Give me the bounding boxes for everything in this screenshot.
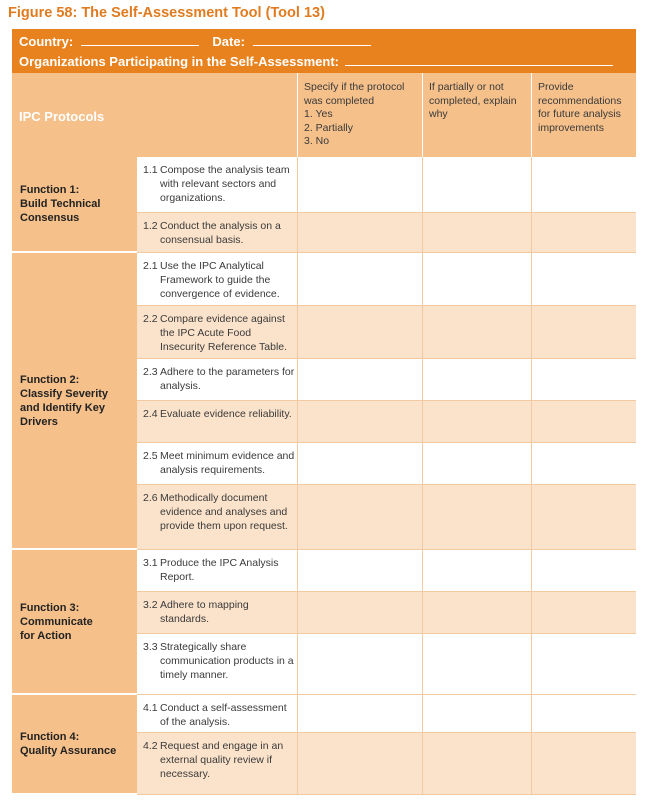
recommend-answer-cell[interactable] [532, 695, 636, 732]
completed-answer-cell[interactable] [298, 634, 422, 694]
protocol-number: 3.1 [143, 557, 158, 569]
protocol-text [143, 407, 298, 421]
protocol-row [137, 213, 636, 253]
recommend-answer-cell[interactable] [532, 485, 636, 549]
completed-answer-cell[interactable] [298, 359, 422, 400]
protocol-row [137, 401, 636, 443]
date-label: Date: [212, 34, 245, 49]
protocol-description: Adhere to mapping standards. [160, 599, 249, 625]
recommend-answer-cell[interactable] [532, 550, 636, 591]
protocol-row [137, 306, 636, 359]
completed-answer-cell[interactable] [298, 306, 422, 358]
explain-answer-cell[interactable] [423, 485, 531, 549]
protocol-text [143, 365, 298, 393]
protocol-text [143, 312, 298, 354]
recommend-answer-cell[interactable] [532, 634, 636, 694]
protocol-number: 4.2 [143, 740, 158, 752]
protocol-row [137, 592, 636, 634]
protocol-number: 3.3 [143, 641, 158, 653]
header-divider [422, 73, 423, 157]
completed-answer-cell[interactable] [298, 550, 422, 591]
protocol-text [143, 701, 298, 729]
protocol-number: 1.1 [143, 164, 158, 176]
function-label: Function 1: Build Technical Consensus [20, 184, 101, 224]
function-cell [12, 253, 137, 550]
country-label: Country: [19, 34, 74, 49]
recommend-answer-cell[interactable] [532, 733, 636, 794]
protocol-text [143, 739, 298, 781]
protocol-row [137, 695, 636, 733]
explain-answer-cell[interactable] [423, 733, 531, 794]
country-date-line [19, 34, 371, 49]
recommend-answer-cell[interactable] [532, 306, 636, 358]
protocol-text [143, 640, 298, 682]
header-band [12, 29, 636, 73]
explain-answer-cell[interactable] [423, 306, 531, 358]
explain-answer-cell[interactable] [423, 213, 531, 252]
function-label: Function 3: Communicate for Action [20, 601, 93, 642]
protocol-number: 2.1 [143, 260, 158, 272]
explain-answer-cell[interactable] [423, 550, 531, 591]
recommend-answer-cell[interactable] [532, 359, 636, 400]
protocol-number: 2.4 [143, 408, 158, 420]
explain-answer-cell[interactable] [423, 634, 531, 694]
protocol-description: Conduct the analysis on a consensual basis. [160, 220, 281, 246]
figure-title: Figure 58: The Self-Assessment Tool (Tool 13) [8, 5, 325, 21]
explain-answer-cell[interactable] [423, 401, 531, 442]
function-label: Function 4: Quality Assurance [20, 731, 117, 757]
function-cell [12, 157, 137, 253]
completed-answer-cell[interactable] [298, 443, 422, 484]
function-cell [12, 550, 137, 695]
protocol-row [137, 157, 636, 213]
protocol-description: Use the IPC Analytical Framework to guide the convergence of evidence. [160, 260, 280, 300]
explain-answer-cell[interactable] [423, 695, 531, 732]
orgs-label: Organizations Participating in the Self-Assessment: [19, 54, 340, 69]
explain-answer-cell[interactable] [423, 253, 531, 305]
protocol-text [143, 556, 298, 584]
recommend-answer-cell[interactable] [532, 157, 636, 212]
completed-answer-cell[interactable] [298, 695, 422, 732]
explain-answer-cell[interactable] [423, 592, 531, 633]
protocol-row [137, 550, 636, 592]
function-cell [12, 695, 137, 795]
explain-answer-cell[interactable] [423, 157, 531, 212]
protocol-description: Strategically share communication products in a timely manner. [160, 641, 294, 681]
function-label: Function 2: Classify Severity and Identify Key Drivers [20, 373, 109, 428]
protocol-row [137, 443, 636, 485]
protocol-number: 2.5 [143, 450, 158, 462]
protocol-number: 2.6 [143, 492, 158, 504]
protocol-row [137, 733, 636, 795]
explain-answer-cell[interactable] [423, 443, 531, 484]
protocol-description: Meet minimum evidence and analysis requirements. [160, 450, 295, 476]
completed-answer-cell[interactable] [298, 157, 422, 212]
protocol-number: 1.2 [143, 220, 158, 232]
protocol-row [137, 634, 636, 695]
protocol-text [143, 449, 298, 477]
table-header [12, 73, 636, 157]
completed-answer-cell[interactable] [298, 401, 422, 442]
header-divider [297, 73, 298, 157]
protocol-description: Evaluate evidence reliability. [160, 408, 292, 420]
protocol-number: 3.2 [143, 599, 158, 611]
recommend-column-header: Provide recommendations for future analysis improvements [538, 81, 622, 134]
protocol-row [137, 359, 636, 401]
completed-answer-cell[interactable] [298, 213, 422, 252]
completed-column-header: Specify if the protocol was completed 1. Yes 2. Partially 3. No [304, 81, 405, 147]
completed-answer-cell[interactable] [298, 485, 422, 549]
completed-answer-cell[interactable] [298, 253, 422, 305]
protocol-description: Methodically document evidence and analyses and provide them upon request. [160, 492, 288, 532]
orgs-blank[interactable] [345, 56, 613, 66]
protocol-number: 4.1 [143, 702, 158, 714]
protocol-description: Adhere to the parameters for analysis. [160, 366, 295, 392]
protocol-text [143, 598, 298, 626]
protocol-text [143, 259, 298, 301]
protocol-description: Conduct a self-assessment of the analysis. [160, 702, 287, 728]
protocol-description: Compose the analysis team with relevant sectors and organizations. [160, 164, 290, 204]
recommend-answer-cell[interactable] [532, 443, 636, 484]
header-divider [531, 73, 532, 157]
orgs-line [19, 54, 613, 69]
protocol-description: Request and engage in an external quality review if necessary. [160, 740, 284, 780]
recommend-answer-cell[interactable] [532, 213, 636, 252]
protocol-description: Compare evidence against the IPC Acute Food Insecurity Reference Table. [160, 313, 288, 353]
recommend-answer-cell[interactable] [532, 401, 636, 442]
explain-answer-cell[interactable] [423, 359, 531, 400]
country-blank[interactable] [81, 36, 199, 46]
protocol-number: 2.3 [143, 366, 158, 378]
recommend-answer-cell[interactable] [532, 253, 636, 305]
protocol-text [143, 163, 298, 205]
ipc-protocols-header: IPC Protocols [19, 109, 105, 124]
protocol-row [137, 485, 636, 550]
protocol-text [143, 219, 298, 247]
protocol-number: 2.2 [143, 313, 158, 325]
protocol-description: Produce the IPC Analysis Report. [160, 557, 279, 583]
completed-answer-cell[interactable] [298, 592, 422, 633]
protocol-row [137, 253, 636, 306]
recommend-answer-cell[interactable] [532, 592, 636, 633]
explain-column-header: If partially or not completed, explain why [429, 81, 517, 120]
protocol-text [143, 491, 298, 533]
date-blank[interactable] [253, 36, 371, 46]
completed-answer-cell[interactable] [298, 733, 422, 794]
